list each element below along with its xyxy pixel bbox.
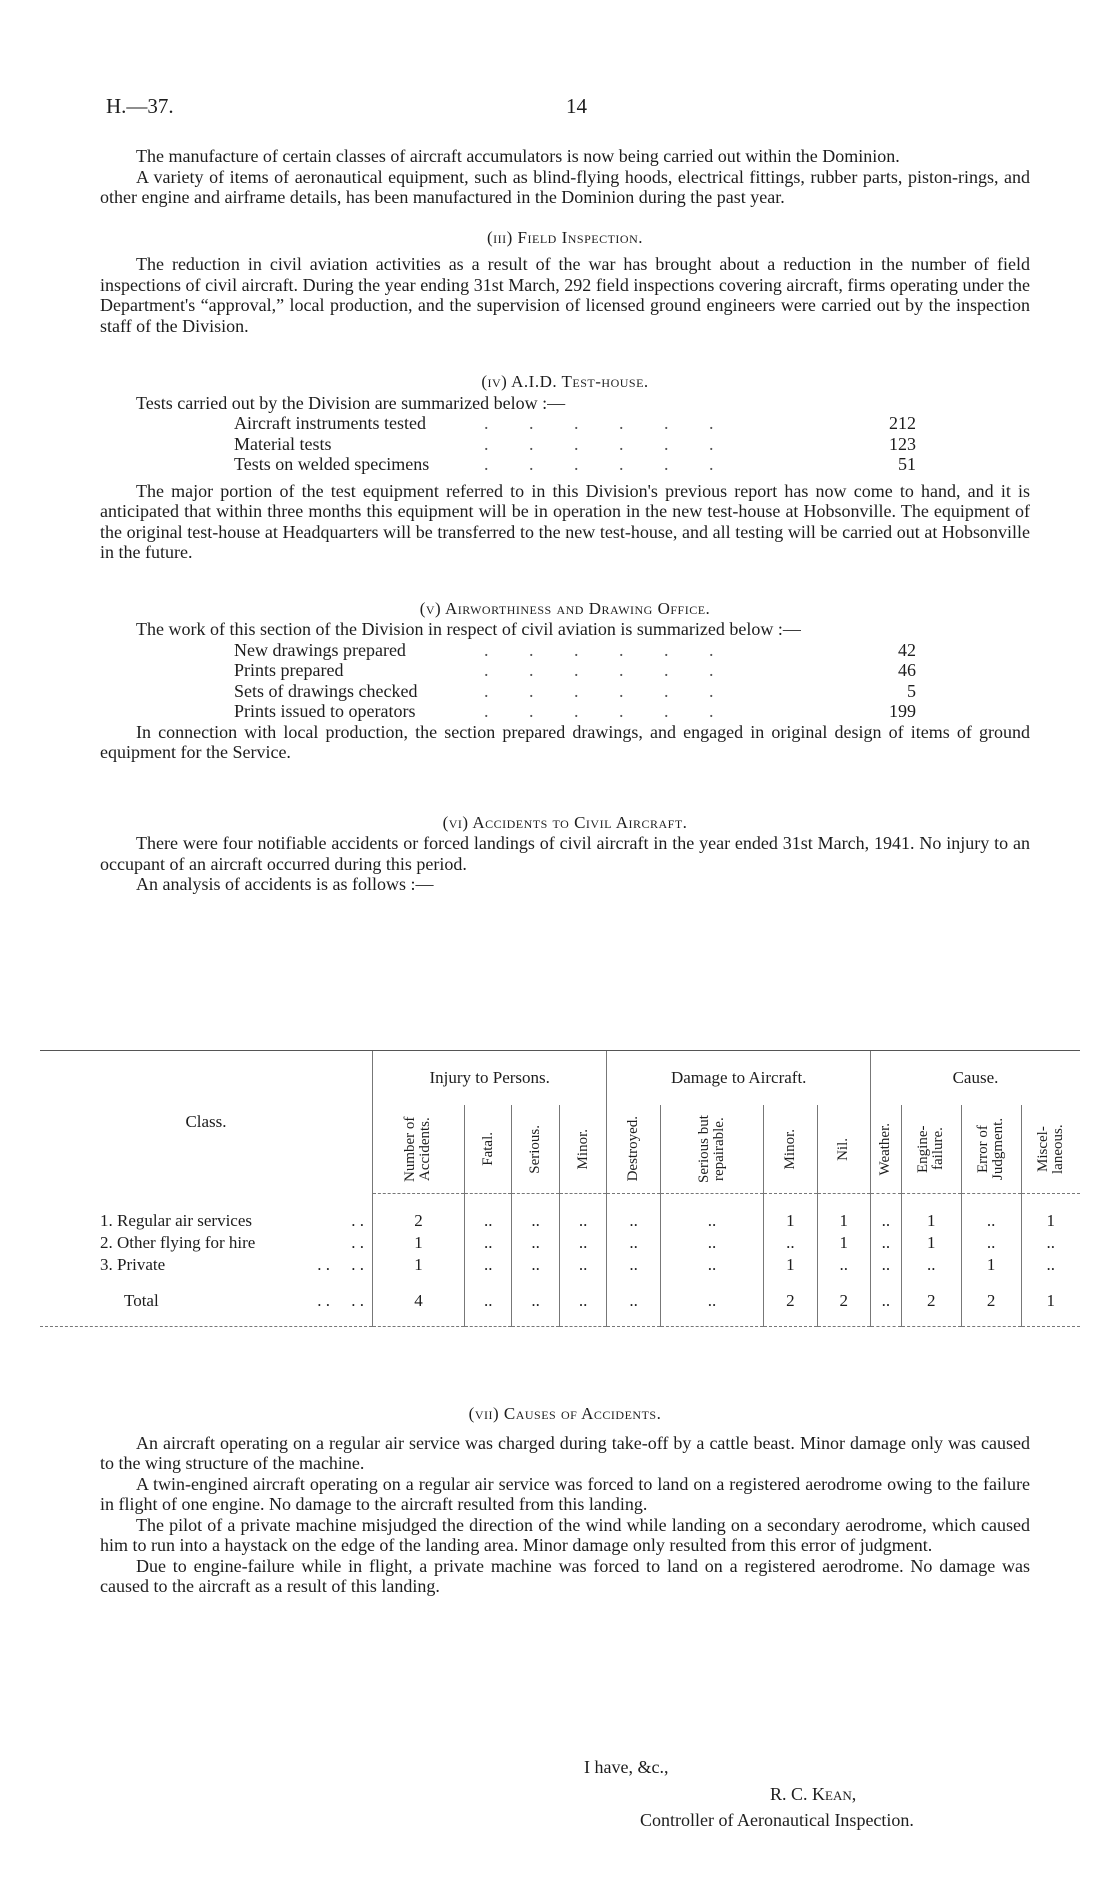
- table-cell: 1: [901, 1194, 961, 1233]
- column-header-text: Miscel-laneous.: [1034, 1124, 1066, 1174]
- class-column-header: Class.: [40, 1051, 373, 1194]
- signature-closing: I have, &c.,: [584, 1757, 669, 1777]
- section-heading: (v) Airworthiness and Drawing Office.: [419, 598, 711, 618]
- table-cell: ..: [559, 1254, 607, 1276]
- table-cell: ..: [559, 1276, 607, 1327]
- item-value: 51: [898, 454, 916, 474]
- item-value: 46: [898, 660, 916, 680]
- table-cell: ..: [559, 1194, 607, 1233]
- signature-name: R. C. Kean,: [770, 1784, 857, 1804]
- group-header-injury: Injury to Persons.: [373, 1051, 607, 1106]
- table-cell: ..: [660, 1232, 763, 1254]
- column-header-text: Minor.: [574, 1128, 591, 1170]
- table-cell: ..: [464, 1254, 511, 1276]
- column-header-text: Number of Accidents.: [402, 1116, 434, 1182]
- paragraph: The major portion of the test equipment referred to in this Division's previous report has now come to hand, and it is anticipated that within three months this equipment will be in operation in the new test-house at Hobsonville. The equipment of the original test-house at Headquarters will be transferred to the new test-house, and all testing will be carried out at Hobsonville in the future.: [100, 480, 1030, 562]
- table-cell: ..: [1021, 1254, 1080, 1276]
- table-row: [40, 1232, 1080, 1254]
- item-label: Prints issued to operators: [234, 701, 416, 721]
- item-label: Prints prepared: [234, 660, 344, 680]
- table-cell: 2: [961, 1276, 1021, 1327]
- paragraph: The reduction in civil aviation activities as a result of the war has brought about a reduction in the number of field inspections of civil aircraft. During the year ending 31st March, 292 field inspections covering aircraft, firms operating under the Department's “approval,” local production, and the supervision of licensed ground engineers were carried out by the inspection staff of the Division.: [100, 254, 1030, 336]
- table-cell: 1: [373, 1254, 465, 1276]
- table-total-row: [40, 1276, 1080, 1327]
- leader-dots: . .: [351, 1233, 364, 1252]
- table-cell: ..: [512, 1194, 559, 1233]
- paragraph: Due to engine-failure while in flight, a private machine was forced to land on a registered aerodrome. No damage was caused to the aircraft as a result of this landing.: [100, 1555, 1030, 1596]
- item-value: 212: [889, 413, 916, 433]
- table-cell: ..: [607, 1232, 660, 1254]
- row-label: [40, 1254, 373, 1276]
- section-heading: (iii) Field Inspection.: [486, 227, 643, 247]
- column-header: [1021, 1105, 1080, 1194]
- column-header: [961, 1105, 1021, 1194]
- paragraph: An analysis of accidents is as follows :—: [136, 874, 434, 894]
- column-header: [607, 1105, 660, 1194]
- item-label: Aircraft instruments tested: [234, 413, 426, 433]
- leader-dots: . . . . . .: [484, 680, 732, 701]
- leader-dots: . . . . . .: [484, 413, 732, 433]
- item-value: 199: [889, 701, 916, 721]
- table-cell: ..: [660, 1254, 763, 1276]
- test-summary-list: [234, 413, 916, 475]
- paragraph: There were four notifiable accidents or forced landings of civil aircraft in the year ended 31st March, 1941. No injury to an occupant of an aircraft occurred during this period.: [100, 833, 1030, 874]
- table-cell: ..: [870, 1194, 901, 1233]
- table-cell: 1: [901, 1232, 961, 1254]
- item-label: New drawings prepared: [234, 639, 406, 660]
- column-header-text: Destroyed.: [625, 1116, 642, 1182]
- section-heading: (vii) Causes of Accidents.: [468, 1404, 662, 1423]
- table-row: [40, 1254, 1080, 1276]
- group-header-damage: Damage to Aircraft.: [607, 1051, 871, 1106]
- list-item: [234, 454, 916, 475]
- paragraph: Tests carried out by the Division are summarized below :—: [136, 392, 566, 413]
- table-cell: 1: [764, 1194, 817, 1233]
- table-cell: ..: [660, 1194, 763, 1233]
- leader-dots: . . . . . .: [484, 433, 732, 454]
- column-header-text: Fatal.: [479, 1132, 496, 1166]
- drawing-office-list: [234, 640, 916, 722]
- paragraph: The pilot of a private machine misjudged the direction of the wind while landing on a secondary aerodrome, which caused him to run into a haystack on the edge of the landing area. Minor damage only resulted from this error of judgment.: [100, 1514, 1030, 1555]
- leader-dots: . . . .: [317, 1255, 364, 1274]
- table-cell: ..: [764, 1232, 817, 1254]
- body-text: [100, 146, 1030, 895]
- item-label: Sets of drawings checked: [234, 680, 418, 701]
- paragraph: A variety of items of aeronautical equipment, such as blind-flying hoods, electrical fittings, rubber parts, piston-rings, and other engine and airframe details, has been manufactured in the Dominion during the past year.: [100, 166, 1030, 207]
- table-cell: 1: [961, 1254, 1021, 1276]
- column-header-text: Serious but repairable.: [695, 1115, 727, 1183]
- column-header-text: Nil.: [835, 1137, 852, 1161]
- column-header: [901, 1105, 961, 1194]
- table-cell: ..: [464, 1276, 511, 1327]
- group-header-cause: Cause.: [870, 1051, 1080, 1106]
- table-cell: ..: [512, 1232, 559, 1254]
- column-header-text: Weather.: [877, 1122, 894, 1176]
- table-cell: 4: [373, 1276, 465, 1327]
- leader-dots: . . . . . .: [484, 639, 732, 660]
- table-cell: 1: [1021, 1194, 1080, 1233]
- column-header-text: Minor.: [781, 1128, 798, 1170]
- table-cell: ..: [870, 1254, 901, 1276]
- list-item: [234, 434, 916, 455]
- table-cell: 2: [764, 1276, 817, 1327]
- report-reference: H.—37.: [106, 94, 174, 118]
- column-header: [373, 1105, 465, 1194]
- list-item: [234, 660, 916, 681]
- table-cell: 2: [817, 1276, 870, 1327]
- section-heading: (iv) A.I.D. Test-house.: [481, 372, 649, 391]
- row-label: [40, 1194, 373, 1233]
- table-body: [40, 1194, 1080, 1327]
- column-header: [660, 1105, 763, 1194]
- row-label-text: Total: [124, 1291, 159, 1310]
- list-item: [234, 681, 916, 702]
- list-item: [234, 640, 916, 661]
- paragraph: The work of this section of the Division in respect of civil aviation is summarized below :—: [136, 619, 801, 639]
- column-header: [870, 1105, 901, 1194]
- signature-title: Controller of Aeronautical Inspection.: [640, 1810, 914, 1830]
- paragraph: An aircraft operating on a regular air service was charged during take-off by a cattle beast. Minor damage only was caused to the wing structure of the machine.: [100, 1432, 1030, 1473]
- table-cell: ..: [961, 1194, 1021, 1233]
- item-value: 123: [889, 433, 916, 454]
- table-cell: ..: [512, 1254, 559, 1276]
- accident-analysis-table: [40, 1050, 1080, 1327]
- table-cell: ..: [464, 1232, 511, 1254]
- leader-dots: . . . . . .: [484, 660, 732, 680]
- table-cell: ..: [512, 1276, 559, 1327]
- table-cell: 1: [1021, 1276, 1080, 1327]
- item-label: Material tests: [234, 433, 332, 454]
- row-label-text: 2. Other flying for hire: [100, 1233, 256, 1252]
- paragraph: The manufacture of certain classes of aircraft accumulators is now being carried out within the Dominion.: [136, 146, 900, 166]
- table-cell: 2: [373, 1194, 465, 1233]
- table-cell: ..: [870, 1276, 901, 1327]
- table-cell: 1: [817, 1232, 870, 1254]
- section-heading: (vi) Accidents to Civil Aircraft.: [442, 812, 688, 832]
- list-item: [234, 413, 916, 434]
- column-header-text: Error of Judgment.: [975, 1117, 1007, 1181]
- table-cell: 1: [817, 1194, 870, 1233]
- column-header: [764, 1105, 817, 1194]
- item-value: 42: [898, 639, 916, 660]
- table-cell: ..: [607, 1254, 660, 1276]
- table-cell: ..: [961, 1232, 1021, 1254]
- item-value: 5: [907, 680, 916, 701]
- page-number: 14: [566, 94, 587, 118]
- table-cell: ..: [607, 1276, 660, 1327]
- leader-dots: . . . . . .: [484, 701, 732, 721]
- column-header-text: Serious.: [527, 1124, 544, 1174]
- column-header: [817, 1105, 870, 1194]
- table-row: [40, 1194, 1080, 1233]
- row-label-text: 3. Private: [100, 1255, 166, 1274]
- table-cell: 2: [901, 1276, 961, 1327]
- item-label: Tests on welded specimens: [234, 454, 430, 474]
- paragraph: In connection with local production, the section prepared drawings, and engaged in original design of items of ground equipment for the Service.: [100, 721, 1030, 762]
- column-header-text: Engine-failure.: [915, 1125, 947, 1173]
- leader-dots: . . . .: [317, 1291, 364, 1310]
- row-label: [40, 1276, 373, 1327]
- table-cell: ..: [870, 1232, 901, 1254]
- row-label-text: 1. Regular air services: [100, 1210, 252, 1230]
- leader-dots: . .: [351, 1210, 364, 1230]
- table-cell: ..: [607, 1194, 660, 1233]
- leader-dots: . . . . . .: [484, 454, 732, 474]
- column-header: [512, 1105, 559, 1194]
- table-cell: ..: [901, 1254, 961, 1276]
- table-cell: ..: [559, 1232, 607, 1254]
- paragraph: A twin-engined aircraft operating on a regular air service was forced to land on a registered aerodrome owing to the failure in flight of one engine. No damage to the aircraft resulted from this landing.: [100, 1473, 1030, 1514]
- table-cell: 1: [373, 1232, 465, 1254]
- table-cell: 1: [764, 1254, 817, 1276]
- table-cell: ..: [660, 1276, 763, 1327]
- column-header: [464, 1105, 511, 1194]
- column-header: [559, 1105, 607, 1194]
- table-cell: ..: [464, 1194, 511, 1233]
- list-item: [234, 701, 916, 722]
- row-label: [40, 1232, 373, 1254]
- causes-section: [100, 1404, 1030, 1597]
- table-cell: ..: [817, 1254, 870, 1276]
- table-cell: ..: [1021, 1232, 1080, 1254]
